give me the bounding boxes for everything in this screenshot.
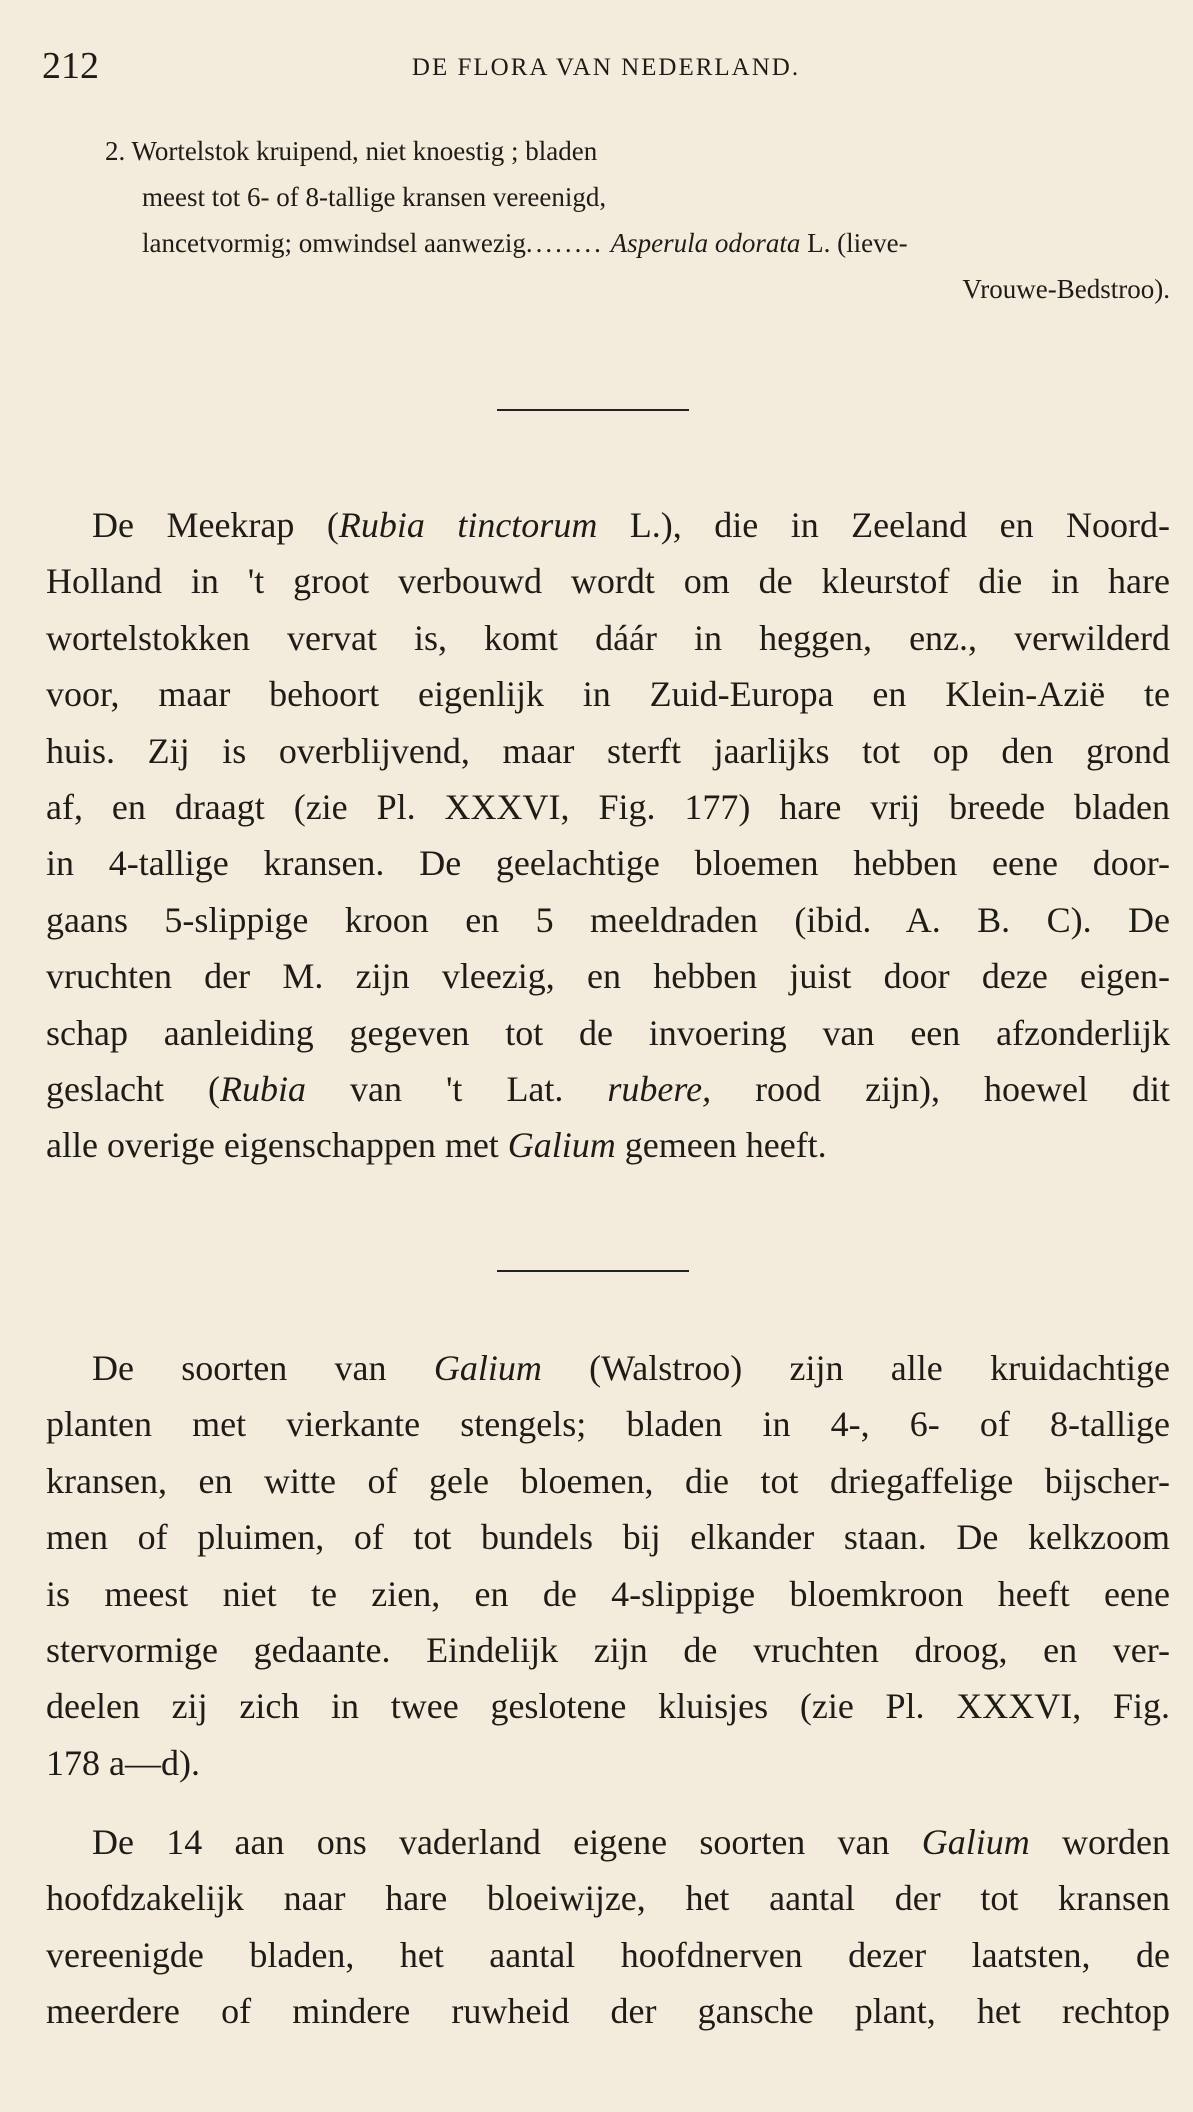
text-line: voor, maar behoort eigenlijk in Zuid-Europa en Klein-Azië te [46,674,1170,715]
text-line: in 4-tallige kransen. De geelachtige bloemen hebben eene door- [46,843,1170,884]
key-line-3: lancetvormig; omwindsel aanwezig........ Asperula odorata L. (lieve- [142,228,908,258]
key-line-4: Vrouwe-Bedstroo). [962,274,1170,304]
text-line: 178 a—d). [46,1742,200,1783]
text-line: huis. Zij is overblijvend, maar sterft jaarlijks tot op den grond [46,730,1170,771]
leader-dots: ........ [525,228,604,258]
identification-key-entry [105,128,1170,312]
text-line: kransen, en witte of gele bloemen, die tot driegaffelige bijscher- [46,1460,1170,1501]
text-line: vruchten der M. zijn vleezig, en hebben juist door deze eigen- [46,956,1170,997]
text-line: hoofdzakelijk naar hare bloeiwijze, het aantal der tot kransen [46,1878,1170,1919]
paragraph-meekrap [46,497,1170,1174]
paragraph-galium-soorten [46,1340,1170,1791]
section-divider-2 [497,1270,689,1272]
text-line: schap aanleiding gegeven tot de invoering van een afzonderlijk [46,1012,1170,1053]
page-number: 212 [42,45,99,87]
text-line: gaans 5-slippige kroon en 5 meeldraden (ibid. A. B. C). De [46,899,1170,940]
text-line: planten met vierkante stengels; bladen in 4-, 6- of 8-tallige [46,1404,1170,1445]
text-line: is meest niet te zien, en de 4-slippige bloemkroon heeft eene [46,1573,1170,1614]
paragraph-galium-indeling [46,1814,1170,2040]
key-line-2: meest tot 6- of 8-tallige kransen vereenigd, [142,182,607,212]
text-line: af, en draagt (zie Pl. XXXVI, Fig. 177) hare vrij breede bladen [46,787,1170,828]
text-line: De soorten van Galium (Walstroo) zijn alle kruidachtige [92,1348,1170,1388]
section-divider-1 [497,409,689,411]
key-line-1: 2. Wortelstok kruipend, niet knoestig ; bladen [105,136,598,166]
running-title: DE FLORA VAN NEDERLAND. [411,54,801,81]
text-line: stervormige gedaante. Eindelijk zijn de vruchten droog, en ver- [46,1630,1170,1671]
species-name: Asperula odorata [610,228,801,258]
text-line: meerdere of mindere ruwheid der gansche plant, het rechtop [46,1991,1170,2032]
text-line: alle overige eigenschappen met Galium gemeen heeft. [46,1125,827,1166]
text-line: geslacht (Rubia van 't Lat. rubere, rood zijn), hoewel dit [46,1069,1171,1110]
text-line: men of pluimen, of tot bundels bij elkander staan. De kelkzoom [46,1517,1170,1558]
text-line: deelen zij zich in twee geslotene kluisjes (zie Pl. XXXVI, Fig. [46,1686,1170,1727]
text-line: vereenigde bladen, het aantal hoofdnerven dezer laatsten, de [46,1934,1170,1975]
text-line: De Meekrap (Rubia tinctorum L.), die in Zeeland en Noord- [92,505,1171,545]
page-header [42,44,1170,94]
text-line: wortelstokken vervat is, komt dáár in heggen, enz., verwilderd [46,617,1170,658]
text-line: De 14 aan ons vaderland eigene soorten van Galium worden [92,1822,1170,1862]
text-line: Holland in 't groot verbouwd wordt om de kleurstof die in hare [46,561,1170,602]
